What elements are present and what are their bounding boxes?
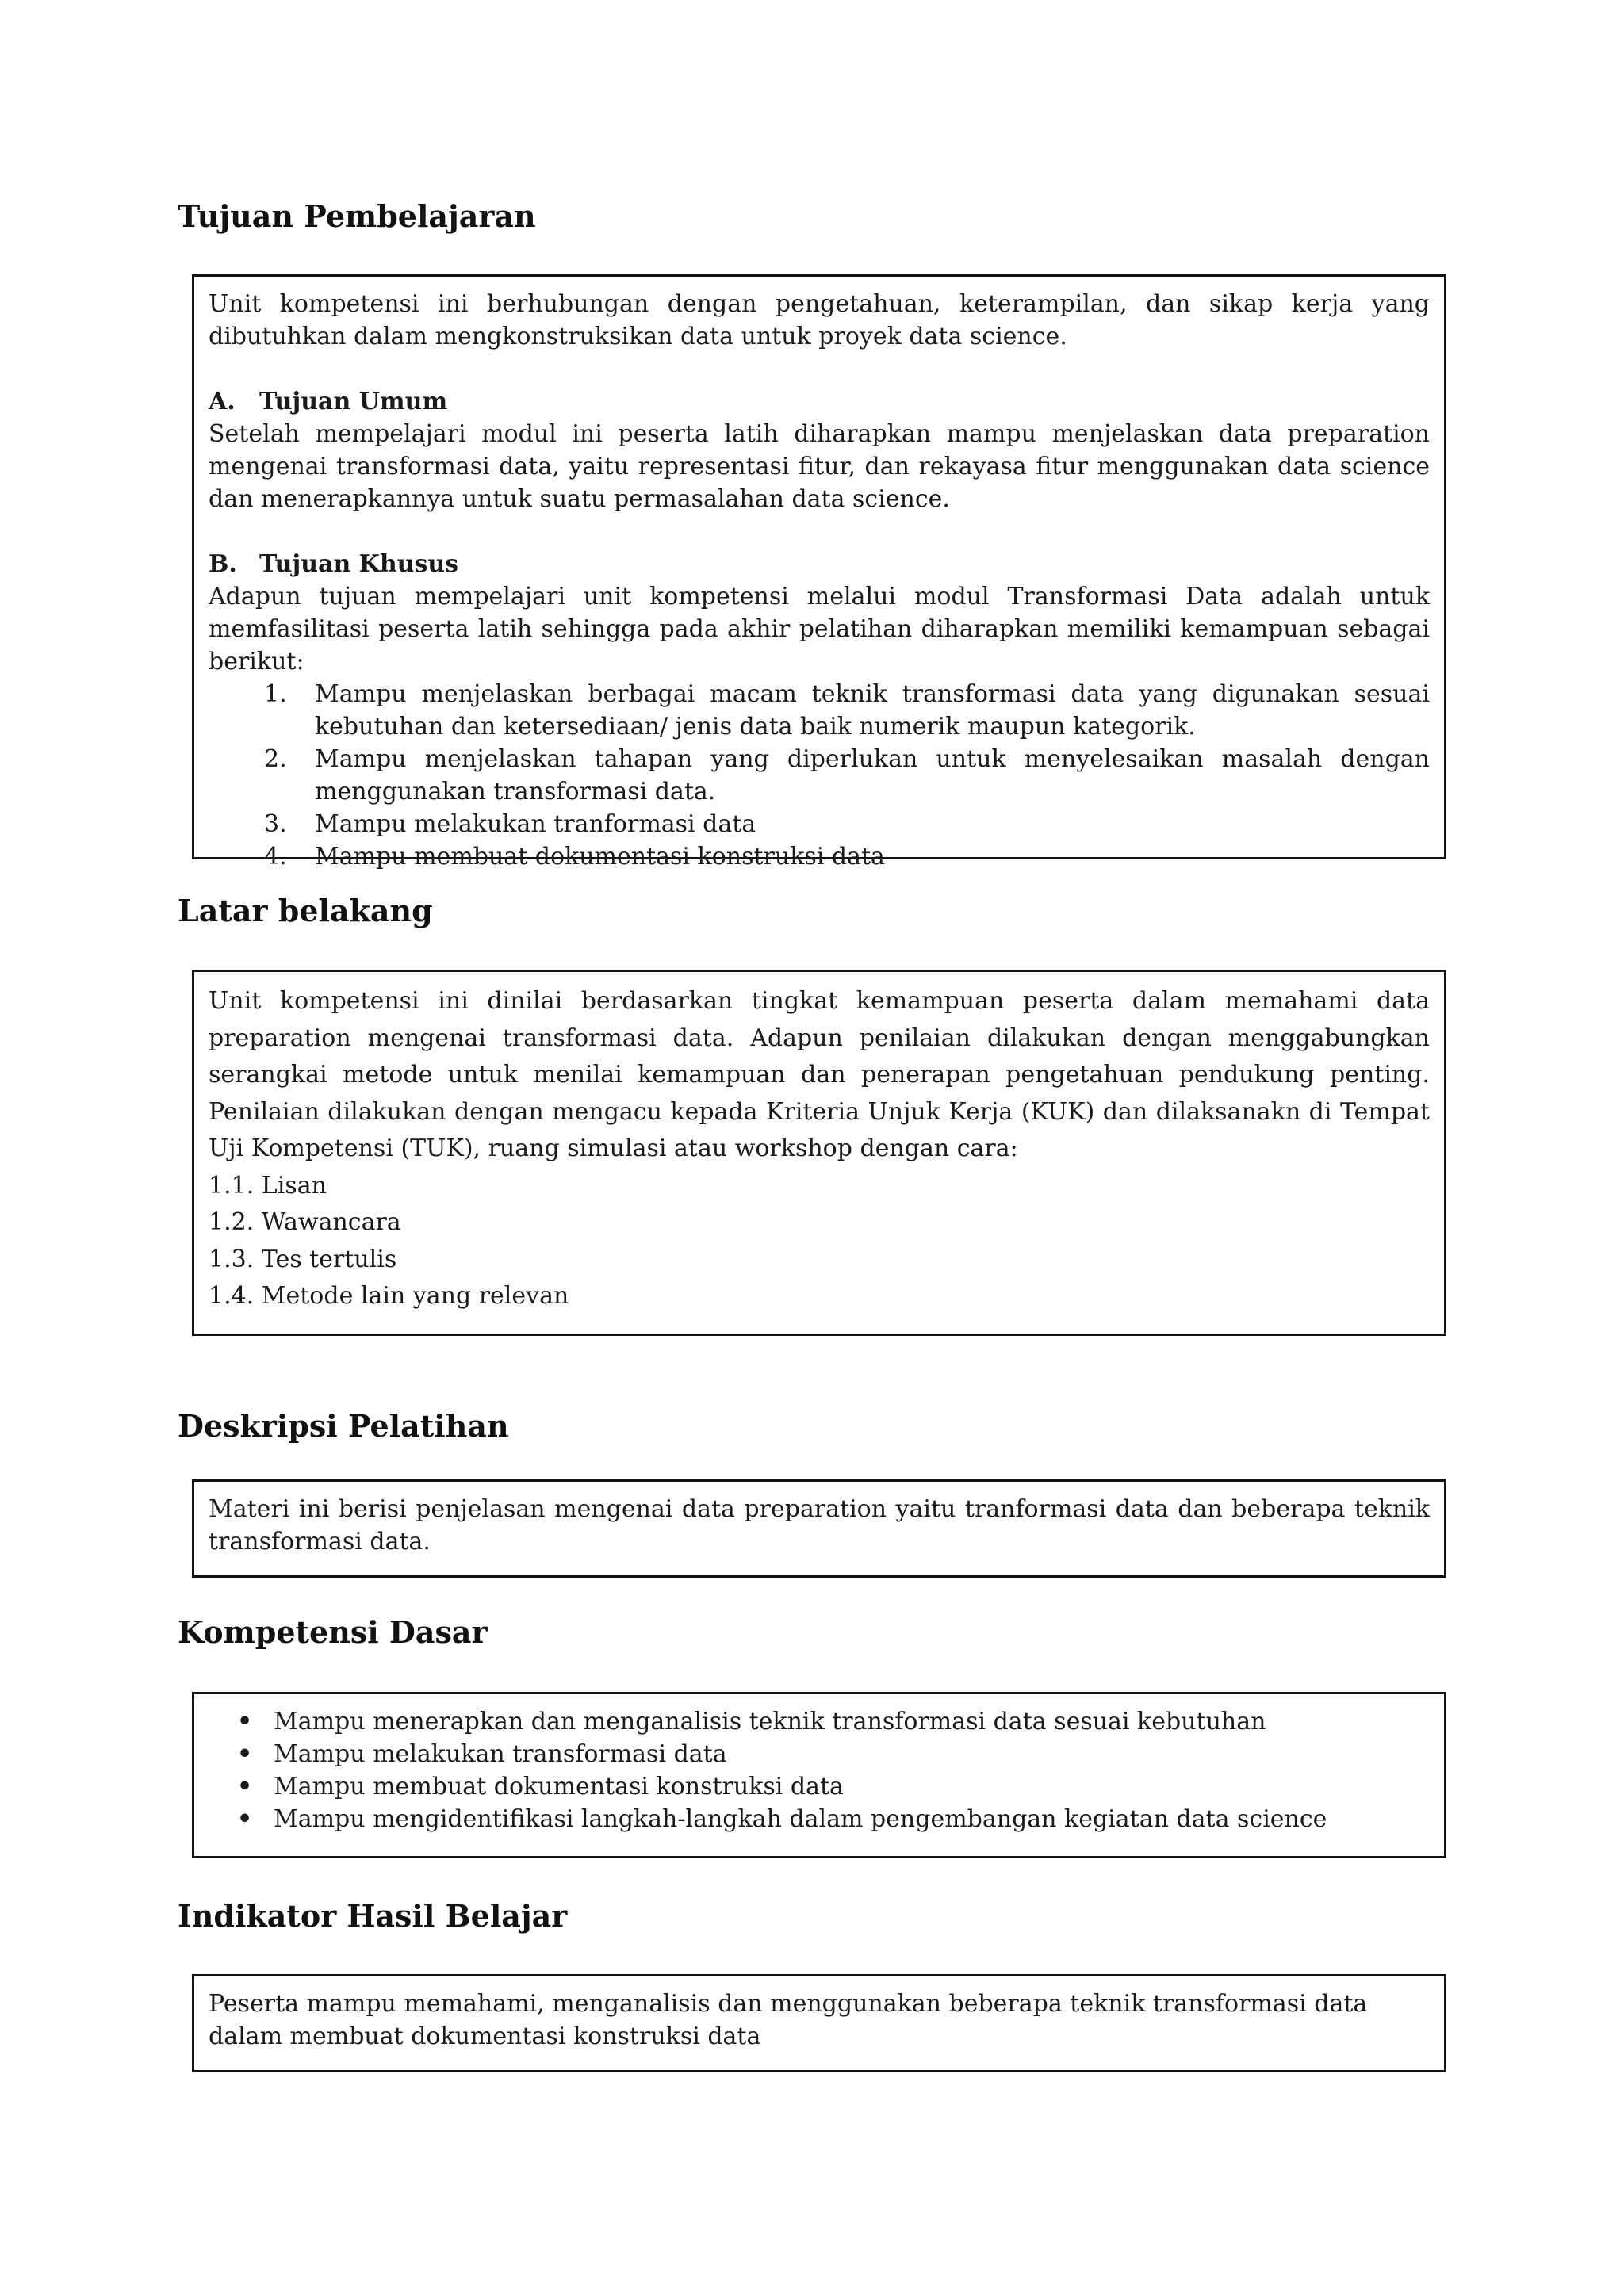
- list-item-text: Mampu menerapkan dan menganalisis teknik transformasi data sesuai kebutuhan: [274, 1708, 1266, 1735]
- section-heading-deskripsi: Deskripsi Pelatihan: [178, 1408, 509, 1444]
- tujuan-khusus-letter: B.: [209, 550, 237, 578]
- tujuan-khusus-text: Adapun tujuan mempelajari unit kompetensi melalui modul Transformasi Data adalah untuk memfasilitasi peserta latih sehingga pada akhir pelatihan diharapkan memiliki kemampuan sebagai berikut:: [209, 583, 1430, 675]
- list-item: [209, 743, 1430, 808]
- latar-method: 1.2. Wawancara: [209, 1208, 401, 1236]
- list-item: [209, 808, 1430, 840]
- latar-method: 1.1. Lisan: [209, 1171, 327, 1200]
- list-item-text: Mampu membuat dokumentasi konstruksi data: [274, 1773, 844, 1800]
- list-item: [209, 840, 1430, 873]
- indikator-text: Peserta mampu memahami, menganalisis dan menggunakan beberapa teknik transformasi data dalam membuat dokumentasi konstruksi data: [209, 1990, 1368, 2050]
- indikator-box: [192, 1974, 1446, 2072]
- tujuan-umum-letter: A.: [209, 388, 236, 415]
- section-heading-indikator: Indikator Hasil Belajar: [178, 1898, 568, 1934]
- tujuan-umum-heading: [209, 385, 1430, 418]
- bullet-icon: •: [237, 1708, 253, 1735]
- list-item: [209, 678, 1430, 743]
- list-item-number: 4.: [264, 843, 287, 871]
- deskripsi-text: Materi ini berisi penjelasan mengenai data preparation yaitu tranformasi data dan beberapa teknik transformasi data.: [209, 1495, 1430, 1556]
- section-heading-kompetensi: Kompetensi Dasar: [178, 1614, 488, 1650]
- deskripsi-box: [192, 1479, 1446, 1578]
- list-item-number: 3.: [264, 810, 287, 838]
- bullet-icon: •: [237, 1805, 253, 1833]
- latar-text: Unit kompetensi ini dinilai berdasarkan tingkat kemampuan peserta dalam memahami data preparation mengenai transformasi data. Adapun penilaian dilakukan dengan menggabungkan serangkai metode untuk menilai kemampuan dan penerapan pengetahuan pendukung penting. Penilaian dilakukan dengan mengacu kepada Kriteria Unjuk Kerja (KUK) dan dilaksanakn di Tempat Uji Kompetensi (TUK), ruang simulasi atau workshop dengan cara:: [209, 987, 1430, 1162]
- list-item-text: Mampu menjelaskan berbagai macam teknik transformasi data yang digunakan sesuai kebutuhan dan ketersediaan/ jenis data baik numerik maupun kategorik.: [315, 680, 1430, 740]
- tujuan-khusus-title: Tujuan Khusus: [259, 550, 459, 578]
- list-item: [209, 1770, 1430, 1803]
- list-item-text: Mampu membuat dokumentasi konstruksi data: [315, 843, 885, 871]
- bullet-icon: •: [237, 1740, 253, 1768]
- bullet-icon: •: [237, 1773, 253, 1800]
- section-heading-latar: Latar belakang: [178, 893, 433, 928]
- tujuan-intro: Unit kompetensi ini berhubungan dengan pengetahuan, keterampilan, dan sikap kerja yang dibutuhkan dalam mengkonstruksikan data untuk proyek data science.: [209, 290, 1430, 350]
- list-item-text: Mampu melakukan transformasi data: [274, 1740, 727, 1768]
- kompetensi-box: [192, 1692, 1446, 1858]
- list-item-text: Mampu melakukan tranformasi data: [315, 810, 756, 838]
- latar-method: 1.3. Tes tertulis: [209, 1245, 397, 1273]
- latar-method: 1.4. Metode lain yang relevan: [209, 1282, 569, 1310]
- tujuan-umum-text: Setelah mempelajari modul ini peserta latih diharapkan mampu menjelaskan data preparation mengenai transformasi data, yaitu representasi fitur, dan rekayasa fitur menggunakan data science dan menerapkannya untuk suatu permasalahan data science.: [209, 420, 1430, 513]
- tujuan-umum-title: Tujuan Umum: [259, 388, 448, 415]
- list-item-text: Mampu mengidentifikasi langkah-langkah dalam pengembangan kegiatan data science: [274, 1805, 1327, 1833]
- section-heading-tujuan: Tujuan Pembelajaran: [178, 198, 536, 234]
- kompetensi-list: [209, 1705, 1430, 1835]
- list-item-number: 2.: [264, 745, 287, 773]
- list-item-text: Mampu menjelaskan tahapan yang diperlukan untuk menyelesaikan masalah dengan menggunakan transformasi data.: [315, 745, 1430, 806]
- list-item: [209, 1705, 1430, 1738]
- list-item: [209, 1803, 1430, 1835]
- tujuan-khusus-heading: [209, 548, 1430, 580]
- tujuan-box: [192, 274, 1446, 871]
- list-item-number: 1.: [264, 680, 287, 708]
- latar-box: [192, 970, 1446, 1336]
- tujuan-khusus-list: [209, 678, 1430, 873]
- list-item: [209, 1738, 1430, 1770]
